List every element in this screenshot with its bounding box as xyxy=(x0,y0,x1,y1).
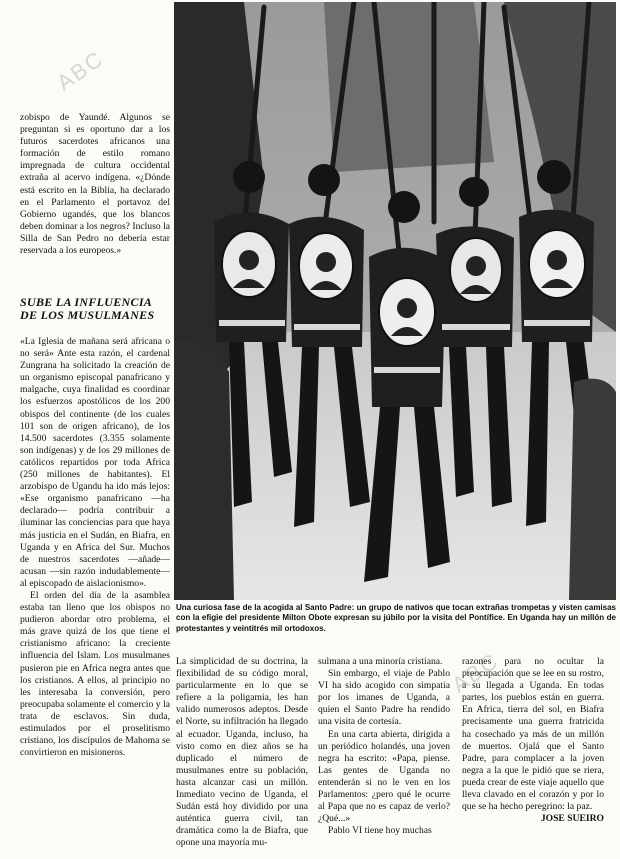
paragraph: La simplicidad de su doctrina, la flexibilidad de su código moral, particularmente en lo que se refiere a la poligamia, les han valido numerosos adeptos. Desde el Norte, su infiltración ha llegado al ecuador. Uganda, incluso, ha visto como en diez años se ha duplicado el número de musulmanes entre su población, hasta alcanzar casi un millón. Inmediato vecino de Uganda, el Sudán está hoy dividido por una auténtica guerra civil, tan dramática como la de Biafra, que opone una mayoría mu- xyxy=(176,656,308,849)
watermark-top: ABC xyxy=(52,45,109,96)
column-2 xyxy=(176,656,308,851)
paragraph: Sin embargo, el viaje de Pablo VI ha sido acogido con simpatía por los imanes de Uganda, a quien el Santo Padre ha rendido una visita de cortesía. xyxy=(318,668,450,728)
watermark-bottom: ABC xyxy=(447,647,504,698)
column-1-main xyxy=(20,336,170,850)
paragraph: razones para no ocultar la preocupación que se lee en su rostro, a su llegada a Uganda. En todas partes, los pueblos están en guerra. En Africa, tierra del sol, en Biafra precisamente una guerra fratricida ha cosechado ya más de un millón de muertos. Ojalá que el Santo Padre, para complacer a la joven negra a la que le pidió que se riera, pueda crear de este viaje aquello que lleva clavado en el corazón y por lo que se ha hecho peregrino: la paz. xyxy=(462,656,604,813)
photo-procession xyxy=(174,2,616,600)
column-4 xyxy=(462,656,604,851)
column-1-top xyxy=(20,112,170,284)
photo-caption: Una curiosa fase de la acogida al Santo Padre: un grupo de nativos que tocan extrañas trompetas y visten camisas con la efigie del presidente Milton Obote expresan su júbilo por la visita del Pontífice. En Uganda hay un millón de protestantes y veintitrés mil ortodoxos. xyxy=(176,603,616,633)
paragraph: El orden del día de la asamblea estaba tan lleno que los obispos no pudieron abordar otro problema, el más grave quizá de los que tiene el cristianismo africano: la creciente influencia del Islam. Los musulmanes pusieron pie en Africa negra antes que los cristianos. A ellos, al principio no les interesaba la conversión, pero preocupaba solamente el comercio y la trata de esclavos. Sin duda, estimulados por el proselitismo cristiano, los discípulos de Mahoma se convirtieron en misioneros. xyxy=(20,589,170,759)
column-3 xyxy=(318,656,450,851)
paragraph: «La Iglesia de mañana será africana o no será» Ante esta razón, el cardenal Zungrana ha solicitado la creación de un organismo episcopal panafricano y malgache, cuya finalidad es coordinar los esfuerzos apostólicos de los 200 obispos del continente (de los cuales 101 son de origen africano), de los 14.500 sacerdotes (3.355 solamente son indígenas) y de los 29 millones de católicos repartidos por toda Africa (250 millones de habitantes). El arzobispo de Ugandu ha ido más lejos: «Ese organismo panafricano —ha declarado— podría contribuir a iluminar las conciencias para que haya más justicia en el Sudán, en Biafra, en Uganda y en Africa del Sur. Muchos de nuestros sacerdotes —añade— acusan —sin razón indudablemente— al episcopado de aislacionismo». xyxy=(20,336,170,589)
paragraph: Pablo VI tiene hoy muchas xyxy=(328,825,432,837)
paragraph: En una carta abierta, dirigida a un periódico holandés, una joven negra ha escrito: «Papa, piense. Las gentes de Uganda no entenderán si no le ven en los Parlamentos: ¿pero qué le ocurre al Papa que no es capaz de verlo? ¿Qué...» xyxy=(318,728,450,825)
paragraph: zobispo de Yaundé. Algunos se preguntan si es oportuno dar a los futuros sacerdotes africanos una formación de estilo romano impregnada de cultura occidental extraña al acervo indígena. «¿Dónde está escrito en la Biblia, ha declarado en el Parlamento el portavoz del Gobierno ugandés, que los blancos deben dominar a los negros? Incluso la Silla de San Pedro no debería estar reservada a los europeos.» xyxy=(20,112,170,257)
paragraph: sulmana a una minoría cristiana. xyxy=(318,656,443,667)
author-signature: JOSE SUEIRO xyxy=(540,813,604,825)
section-heading: SUBE LA INFLUENCIA DE LOS MUSULMANES xyxy=(20,295,155,322)
